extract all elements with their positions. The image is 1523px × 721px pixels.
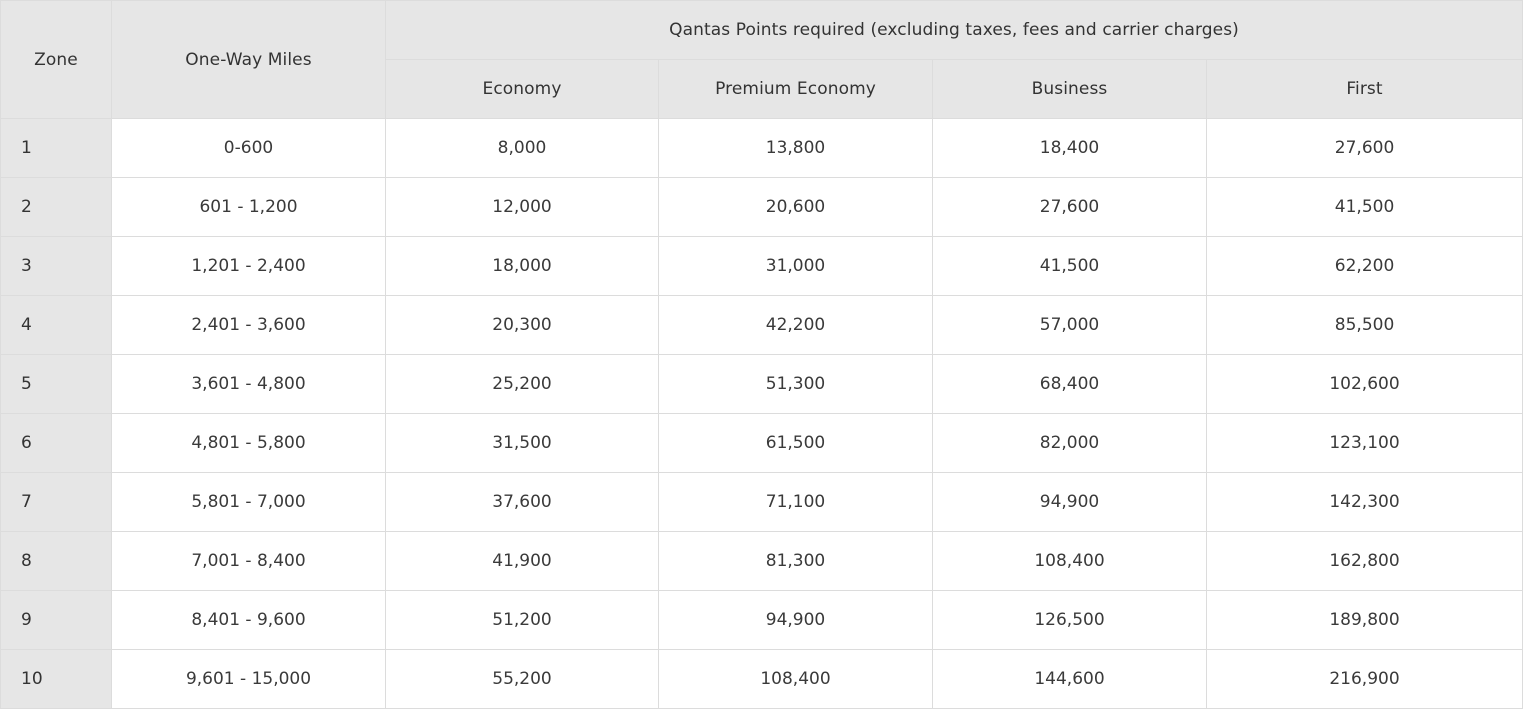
zone-cell: 5 <box>1 355 112 414</box>
header-points-required: Qantas Points required (excluding taxes, fees and carrier charges) <box>386 1 1523 60</box>
business-cell: 94,900 <box>933 473 1207 532</box>
business-cell: 18,400 <box>933 119 1207 178</box>
miles-cell: 3,601 - 4,800 <box>112 355 386 414</box>
economy-cell: 8,000 <box>386 119 659 178</box>
first-cell: 85,500 <box>1207 296 1523 355</box>
premium-economy-cell: 108,400 <box>659 650 933 709</box>
premium-economy-cell: 13,800 <box>659 119 933 178</box>
table-body <box>1 119 1523 709</box>
table-row <box>1 237 1523 296</box>
business-cell: 68,400 <box>933 355 1207 414</box>
business-cell: 82,000 <box>933 414 1207 473</box>
first-cell: 216,900 <box>1207 650 1523 709</box>
premium-economy-cell: 94,900 <box>659 591 933 650</box>
miles-cell: 2,401 - 3,600 <box>112 296 386 355</box>
first-cell: 189,800 <box>1207 591 1523 650</box>
economy-cell: 20,300 <box>386 296 659 355</box>
first-cell: 62,200 <box>1207 237 1523 296</box>
header-economy: Economy <box>386 60 659 119</box>
miles-cell: 7,001 - 8,400 <box>112 532 386 591</box>
business-cell: 108,400 <box>933 532 1207 591</box>
miles-cell: 5,801 - 7,000 <box>112 473 386 532</box>
business-cell: 126,500 <box>933 591 1207 650</box>
miles-cell: 1,201 - 2,400 <box>112 237 386 296</box>
miles-cell: 601 - 1,200 <box>112 178 386 237</box>
header-zone: Zone <box>1 1 112 119</box>
table-header <box>1 1 1523 119</box>
table-row <box>1 119 1523 178</box>
zone-cell: 6 <box>1 414 112 473</box>
zone-cell: 3 <box>1 237 112 296</box>
premium-economy-cell: 20,600 <box>659 178 933 237</box>
first-cell: 102,600 <box>1207 355 1523 414</box>
first-cell: 162,800 <box>1207 532 1523 591</box>
business-cell: 57,000 <box>933 296 1207 355</box>
economy-cell: 51,200 <box>386 591 659 650</box>
zone-cell: 1 <box>1 119 112 178</box>
header-first: First <box>1207 60 1523 119</box>
zone-cell: 9 <box>1 591 112 650</box>
header-row-top <box>1 1 1523 60</box>
table-row <box>1 355 1523 414</box>
table-row <box>1 178 1523 237</box>
economy-cell: 18,000 <box>386 237 659 296</box>
zone-cell: 8 <box>1 532 112 591</box>
table-row <box>1 532 1523 591</box>
economy-cell: 37,600 <box>386 473 659 532</box>
table-row <box>1 591 1523 650</box>
business-cell: 27,600 <box>933 178 1207 237</box>
miles-cell: 4,801 - 5,800 <box>112 414 386 473</box>
table-row <box>1 296 1523 355</box>
premium-economy-cell: 71,100 <box>659 473 933 532</box>
business-cell: 144,600 <box>933 650 1207 709</box>
premium-economy-cell: 42,200 <box>659 296 933 355</box>
premium-economy-cell: 51,300 <box>659 355 933 414</box>
header-one-way-miles: One-Way Miles <box>112 1 386 119</box>
business-cell: 41,500 <box>933 237 1207 296</box>
first-cell: 123,100 <box>1207 414 1523 473</box>
zone-cell: 7 <box>1 473 112 532</box>
premium-economy-cell: 81,300 <box>659 532 933 591</box>
miles-cell: 8,401 - 9,600 <box>112 591 386 650</box>
economy-cell: 25,200 <box>386 355 659 414</box>
zone-cell: 4 <box>1 296 112 355</box>
miles-cell: 0-600 <box>112 119 386 178</box>
first-cell: 41,500 <box>1207 178 1523 237</box>
premium-economy-cell: 31,000 <box>659 237 933 296</box>
economy-cell: 12,000 <box>386 178 659 237</box>
first-cell: 27,600 <box>1207 119 1523 178</box>
header-business: Business <box>933 60 1207 119</box>
table-row <box>1 473 1523 532</box>
header-premium-economy: Premium Economy <box>659 60 933 119</box>
economy-cell: 31,500 <box>386 414 659 473</box>
economy-cell: 41,900 <box>386 532 659 591</box>
zone-cell: 10 <box>1 650 112 709</box>
premium-economy-cell: 61,500 <box>659 414 933 473</box>
economy-cell: 55,200 <box>386 650 659 709</box>
table-row <box>1 650 1523 709</box>
table-row <box>1 414 1523 473</box>
first-cell: 142,300 <box>1207 473 1523 532</box>
miles-cell: 9,601 - 15,000 <box>112 650 386 709</box>
zone-cell: 2 <box>1 178 112 237</box>
